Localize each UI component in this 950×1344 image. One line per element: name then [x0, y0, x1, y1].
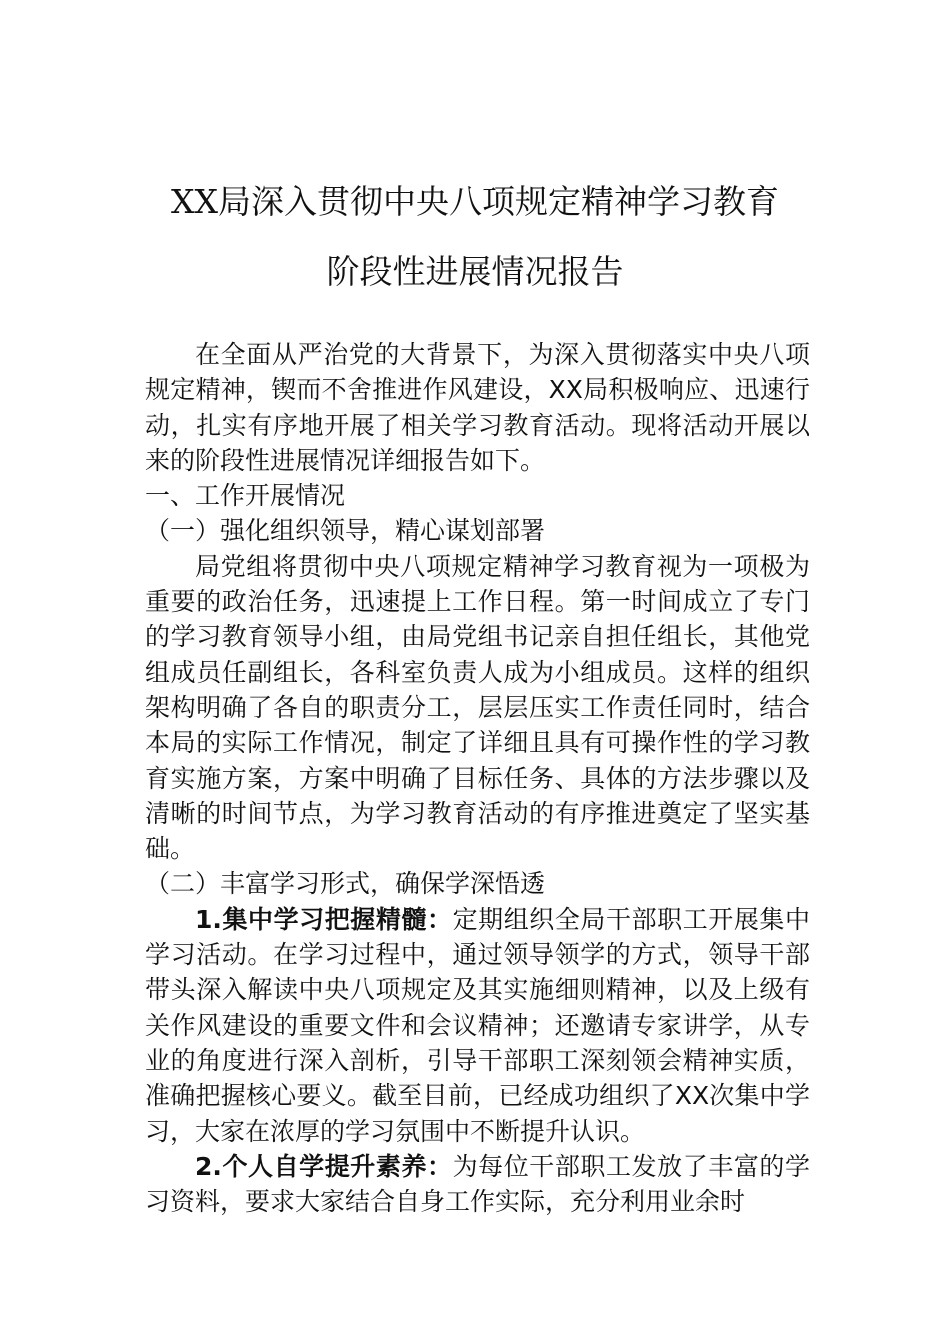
- document-title-line-2: 阶段性进展情况报告: [326, 252, 624, 291]
- subsection-heading-learning-forms: （二）丰富学习形式，确保学深悟透: [145, 869, 546, 899]
- document-body: [145, 337, 810, 1219]
- item-self-study-lead: 2.个人自学提升素养：: [195, 1151, 453, 1181]
- item-self-study-body: 为每位干部职工发放了丰富的学习资料，要求大家结合自身工作实际，充分利用业余时: [145, 1151, 810, 1217]
- document-title-line-1: XX局深入贯彻中央八项规定精神学习教育: [171, 182, 779, 221]
- item-collective-study: [145, 902, 810, 1149]
- section-heading-work: 一、工作开展情况: [145, 481, 346, 511]
- subsection-heading-leadership: （一）强化组织领导，精心谋划部署: [145, 516, 546, 546]
- item-self-study: [145, 1149, 810, 1220]
- item-collective-study-body: 定期组织全局干部职工开展集中学习活动。在学习过程中，通过领导领学的方式，领导干部带头深入解读中央八项规定及其实施细则精神，以及上级有关作风建设的重要文件和会议精神；还邀请专家讲学，从专业的角度进行深入剖析，引导干部职工深刻领会精神实质，准确把握核心要义。截至目前，已经成功组织了XX次集中学习，大家在浓厚的学习氛围中不断提升认识。: [145, 904, 810, 1146]
- intro-paragraph: 在全面从严治党的大背景下，为深入贯彻落实中央八项规定精神，锲而不舍推进作风建设，XX局积极响应、迅速行动，扎实有序地开展了相关学习教育活动。现将活动开展以来的阶段性进展情况详细报告如下。: [145, 340, 810, 475]
- item-collective-study-lead: 1.集中学习把握精髓：: [195, 904, 453, 934]
- leadership-paragraph: 局党组将贯彻中央八项规定精神学习教育视为一项极为重要的政治任务，迅速提上工作日程。第一时间成立了专门的学习教育领导小组，由局党组书记亲自担任组长，其他党组成员任副组长，各科室负责人成为小组成员。这样的组织架构明确了各自的职责分工，层层压实工作责任同时，结合本局的实际工作情况，制定了详细且具有可操作性的学习教育实施方案，方案中明确了目标任务、具体的方法步骤以及清晰的时间节点，为学习教育活动的有序推进奠定了坚实基础。: [145, 551, 810, 864]
